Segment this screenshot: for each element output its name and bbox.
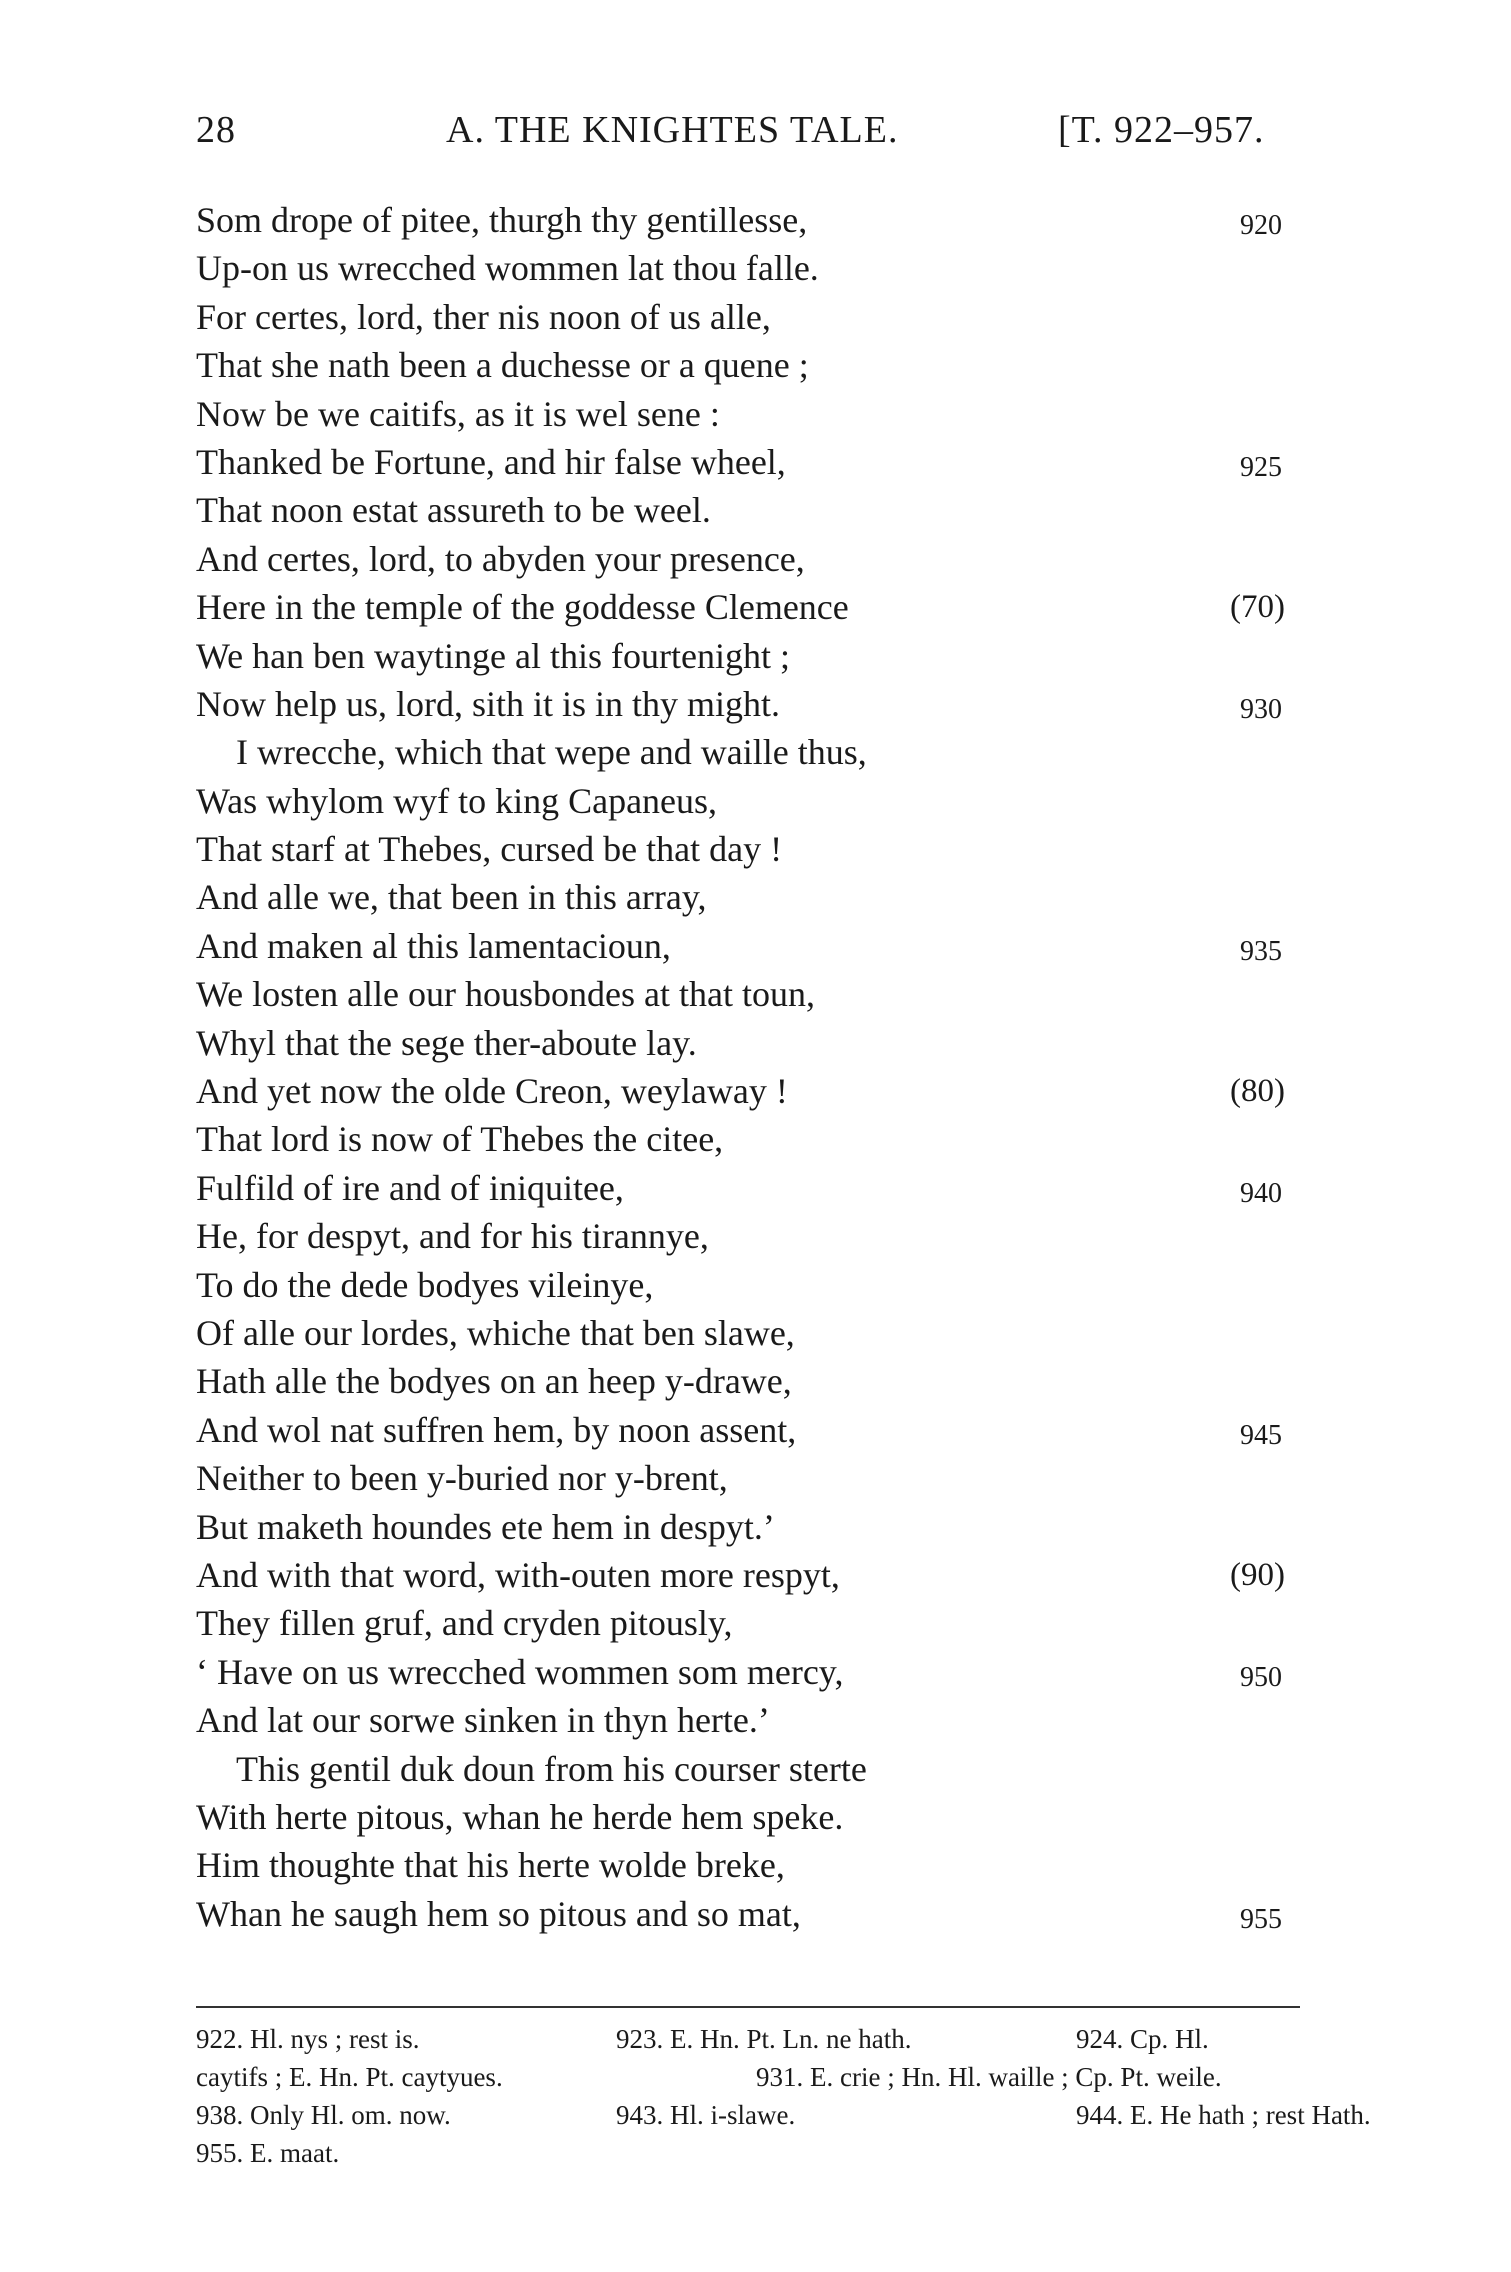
verse-line-text: Hath alle the bodyes on an heep y-drawe, xyxy=(196,1361,792,1402)
verse-line-text: With herte pitous, whan he herde hem speke. xyxy=(196,1796,844,1837)
verse-line xyxy=(196,1551,1316,1599)
verse-line xyxy=(196,873,1316,921)
verse-line-text: That starf at Thebes, cursed be that day ! xyxy=(196,829,783,870)
verse-line-text: That lord is now of Thebes the citee, xyxy=(196,1119,724,1160)
footnote-entry: 931. E. crie ; Hn. Hl. waille ; Cp. Pt. weile. xyxy=(756,2062,1222,2092)
verse-line xyxy=(196,293,1316,341)
verse-line-text: And yet now the olde Creon, weylaway ! xyxy=(196,1071,788,1112)
verse-line xyxy=(196,244,1316,292)
verse-line-text: Here in the temple of the goddesse Clemence xyxy=(196,587,849,628)
verse-line xyxy=(196,1599,1316,1647)
line-number: 950 xyxy=(1240,1661,1282,1693)
verse-line xyxy=(196,1067,1316,1115)
verse-line xyxy=(196,196,1316,244)
verse-line-text: This gentil duk doun from his courser sterte xyxy=(236,1748,867,1789)
verse-line-text: I wrecche, which that wepe and waille thus, xyxy=(236,732,867,773)
footnote-entry: 923. E. Hn. Pt. Ln. ne hath. xyxy=(616,2024,912,2054)
verse-line-text: And alle we, that been in this array, xyxy=(196,877,707,918)
verse-line xyxy=(196,486,1316,534)
verse-line xyxy=(196,1648,1316,1696)
line-number: 945 xyxy=(1240,1419,1282,1451)
verse-line xyxy=(196,1309,1316,1357)
line-number: (70) xyxy=(1230,589,1285,626)
verse-line-text: Whan he saugh hem so pitous and so mat, xyxy=(196,1893,801,1934)
verse-line-text: Him thoughte that his herte wolde breke, xyxy=(196,1845,785,1886)
verse-line xyxy=(196,1745,1316,1793)
verse-line xyxy=(196,1357,1316,1405)
verse-line xyxy=(196,1019,1316,1067)
verse-line-text: Whyl that the sege ther-aboute lay. xyxy=(196,1022,697,1063)
verse-line xyxy=(196,583,1316,631)
verse-line-text: Fulfild of ire and of iniquitee, xyxy=(196,1167,624,1208)
verse-line-text: They fillen gruf, and cryden pitously, xyxy=(196,1603,733,1644)
verse-line xyxy=(196,777,1316,825)
verse-line xyxy=(196,1164,1316,1212)
verse-line xyxy=(196,825,1316,873)
verse-line xyxy=(196,1793,1316,1841)
verse-line xyxy=(196,1454,1316,1502)
footnote-entry: 924. Cp. Hl. xyxy=(1076,2024,1209,2054)
footnotes xyxy=(196,2020,1371,2172)
page-number: 28 xyxy=(196,109,236,151)
verse-line xyxy=(196,1890,1316,1938)
verse-line xyxy=(196,680,1316,728)
line-number: (80) xyxy=(1230,1073,1285,1110)
verse-line-text: Was whylom wyf to king Capaneus, xyxy=(196,780,718,821)
verse-line-text: And wol nat suffren hem, by noon assent, xyxy=(196,1409,797,1450)
footnote-line xyxy=(196,2134,1300,2172)
verse-line-text: We han ben waytinge al this fourtenight ; xyxy=(196,635,790,676)
footnote-entry: 955. E. maat. xyxy=(196,2138,340,2168)
verse-line-text: Som drope of pitee, thurgh thy gentillesse, xyxy=(196,200,808,240)
verse-line-text: Now help us, lord, sith it is in thy might. xyxy=(196,683,781,724)
footnote-line xyxy=(196,2058,1300,2096)
verse-line xyxy=(196,1261,1316,1309)
footnote-line xyxy=(196,2096,1371,2134)
verse-line-text: ‘ Have on us wrecched wommen som mercy, xyxy=(196,1651,844,1692)
line-number: 920 xyxy=(1240,210,1282,241)
verse-line xyxy=(196,1212,1316,1260)
footnote-entry: 944. E. He hath ; rest Hath. xyxy=(1076,2100,1371,2130)
verse-line-text: Up-on us wrecched wommen lat thou falle. xyxy=(196,248,819,289)
verse-line xyxy=(196,728,1316,776)
verse-line-text: Thanked be Fortune, and hir false wheel, xyxy=(196,441,786,482)
verse-line xyxy=(196,390,1316,438)
verse-line-text: And certes, lord, to abyden your presence, xyxy=(196,538,805,579)
verse-line xyxy=(196,970,1316,1018)
line-number: 940 xyxy=(1240,1177,1282,1209)
footnote-line xyxy=(196,2020,1300,2058)
line-number: (90) xyxy=(1230,1556,1285,1593)
verse-line xyxy=(196,1406,1316,1454)
footnote-entry: 938. Only Hl. om. now. xyxy=(196,2100,451,2130)
verse-line-text: He, for despyt, and for his tirannye, xyxy=(196,1216,709,1257)
running-title: A. THE KNIGHTES TALE. xyxy=(446,109,899,151)
verse-line-text: For certes, lord, ther nis noon of us alle, xyxy=(196,296,771,337)
verse-text xyxy=(196,196,1316,1938)
line-number: 930 xyxy=(1240,693,1282,725)
verse-line xyxy=(196,341,1316,389)
verse-line-text: And with that word, with-outen more respyt, xyxy=(196,1554,840,1595)
line-number: 925 xyxy=(1240,451,1282,483)
verse-line xyxy=(196,1503,1316,1551)
verse-line xyxy=(196,922,1316,970)
verse-line xyxy=(196,1841,1316,1889)
line-number: 955 xyxy=(1240,1903,1282,1935)
verse-line-text: And maken al this lamentacioun, xyxy=(196,925,671,966)
verse-line-text: We losten alle our housbondes at that toun, xyxy=(196,974,815,1015)
verse-line xyxy=(196,632,1316,680)
verse-line xyxy=(196,438,1316,486)
verse-line-text: And lat our sorwe sinken in thyn herte.’ xyxy=(196,1700,770,1741)
verse-line xyxy=(196,1696,1316,1744)
footnote-entry: 943. Hl. i-slawe. xyxy=(616,2100,796,2130)
verse-line-text: Of alle our lordes, whiche that ben slawe, xyxy=(196,1312,795,1353)
line-number: 935 xyxy=(1240,935,1282,967)
verse-line-text: That noon estat assureth to be weel. xyxy=(196,490,711,531)
verse-line-text: Neither to been y-buried nor y-brent, xyxy=(196,1458,728,1499)
verse-line-text: But maketh houndes ete hem in despyt.’ xyxy=(196,1506,775,1547)
footnote-entry: caytifs ; E. Hn. Pt. caytyues. xyxy=(196,2062,503,2092)
verse-line xyxy=(196,535,1316,583)
footnote-divider xyxy=(196,2006,1300,2008)
verse-line-text: That she nath been a duchesse or a quene ; xyxy=(196,345,809,386)
footnote-entry: 922. Hl. nys ; rest is. xyxy=(196,2024,420,2054)
line-range: [T. 922–957. xyxy=(1058,109,1265,151)
verse-line-text: Now be we caitifs, as it is wel sene : xyxy=(196,393,720,434)
verse-line-text: To do the dede bodyes vileinye, xyxy=(196,1264,654,1305)
verse-line xyxy=(196,1115,1316,1163)
page-header xyxy=(196,108,1296,164)
